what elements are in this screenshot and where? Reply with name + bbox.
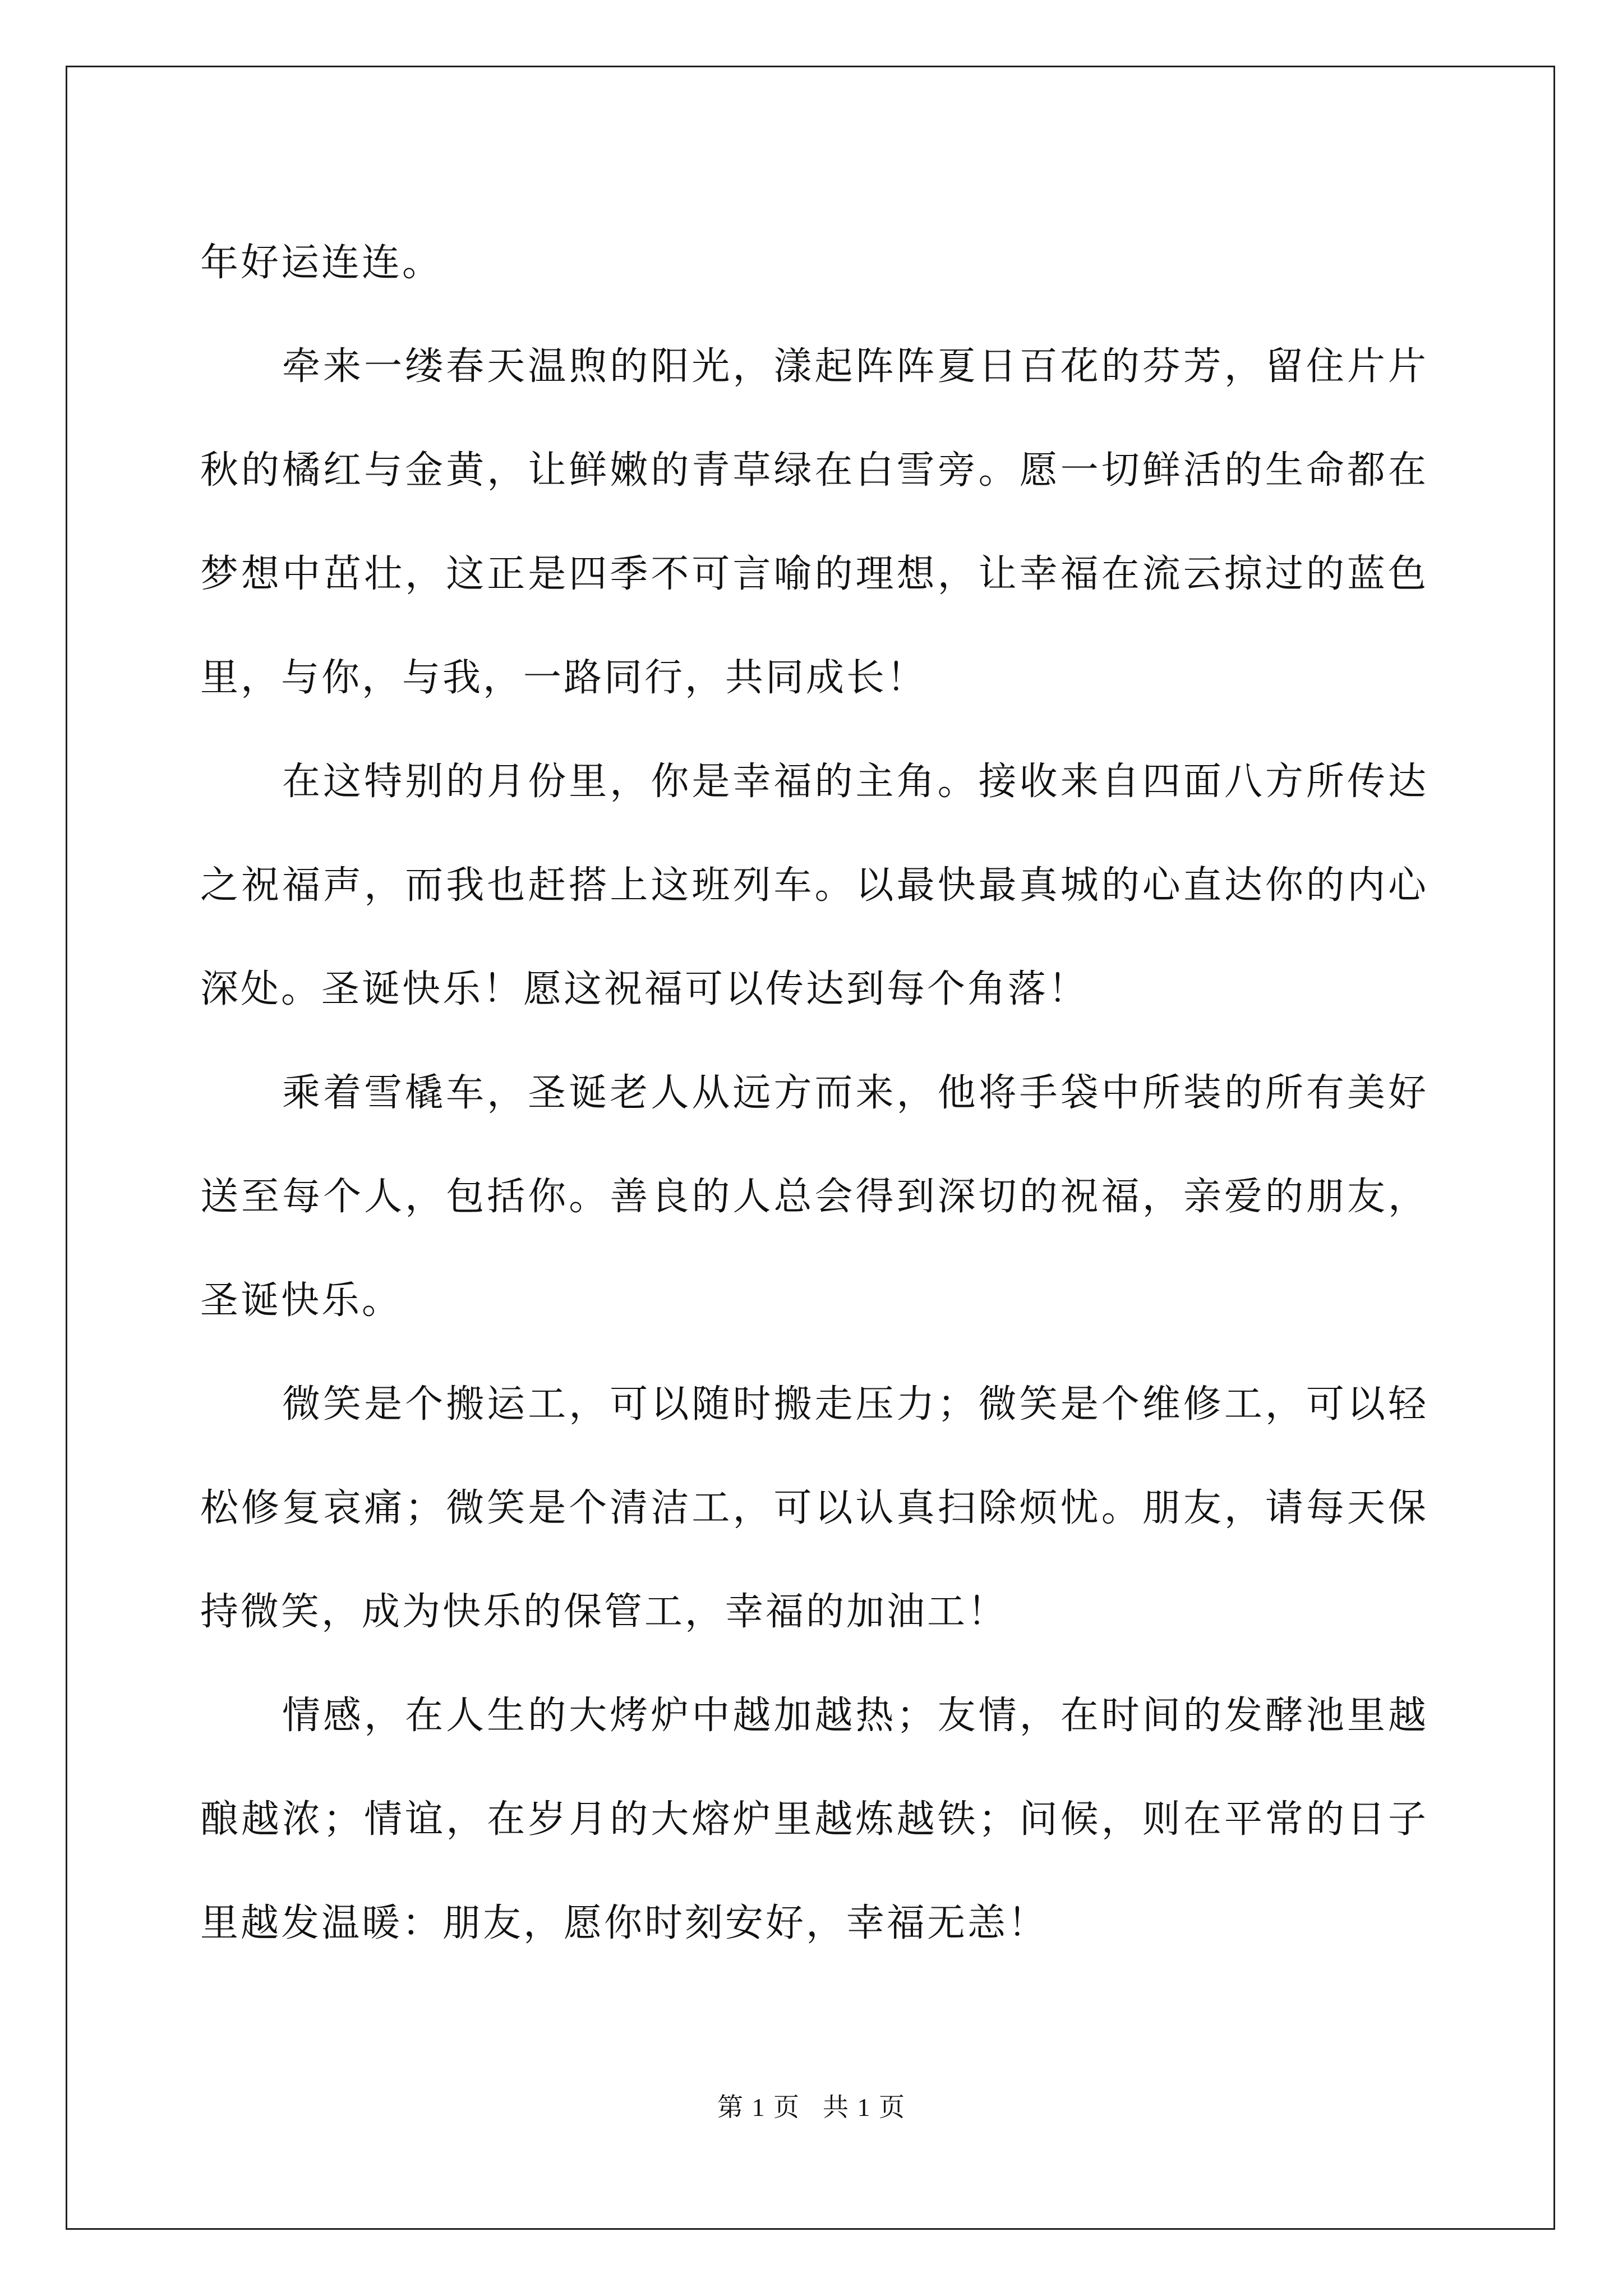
paragraph-4: 乘着雪橇车，圣诞老人从远方而来，他将手袋中所装的所有美好送至每个人，包括你。善良的人总会得到深切的祝福，亲爱的朋友，圣诞快乐。 <box>200 1071 1428 1323</box>
page-total: 共 1 页 <box>823 2093 906 2122</box>
paragraph-1: 年好运连连。 <box>200 241 443 285</box>
paragraph-5: 微笑是个搬运工，可以随时搬走压力；微笑是个维修工，可以轻松修复哀痛；微笑是个清洁工，可以认真扫除烦忧。朋友，请每天保持微笑，成为快乐的保管工，幸福的加油工！ <box>200 1382 1428 1634</box>
page-number: 第 1 页 <box>717 2093 800 2122</box>
paragraph-6: 情感，在人生的大烤炉中越加越热；友情，在时间的发酵池里越酿越浓；情谊，在岁月的大熔炉里越炼越铁；问候，则在平常的日子里越发温暖：朋友，愿你时刻安好，幸福无恙！ <box>200 1694 1428 1945</box>
page-footer <box>0 2087 1623 2124</box>
paragraph-2: 牵来一缕春天温煦的阳光，漾起阵阵夏日百花的芬芳，留住片片秋的橘红与金黄，让鲜嫩的青草绿在白雪旁。愿一切鲜活的生命都在梦想中茁壮，这正是四季不可言喻的理想，让幸福在流云掠过的蓝色里，与你，与我，一路同行，共同成长！ <box>200 344 1428 700</box>
document-body <box>200 211 1428 1975</box>
paragraph-3: 在这特别的月份里，你是幸福的主角。接收来自四面八方所传达之祝福声，而我也赶搭上这班列车。以最快最真城的心直达你的内心深处。圣诞快乐！愿这祝福可以传达到每个角落！ <box>200 760 1428 1011</box>
